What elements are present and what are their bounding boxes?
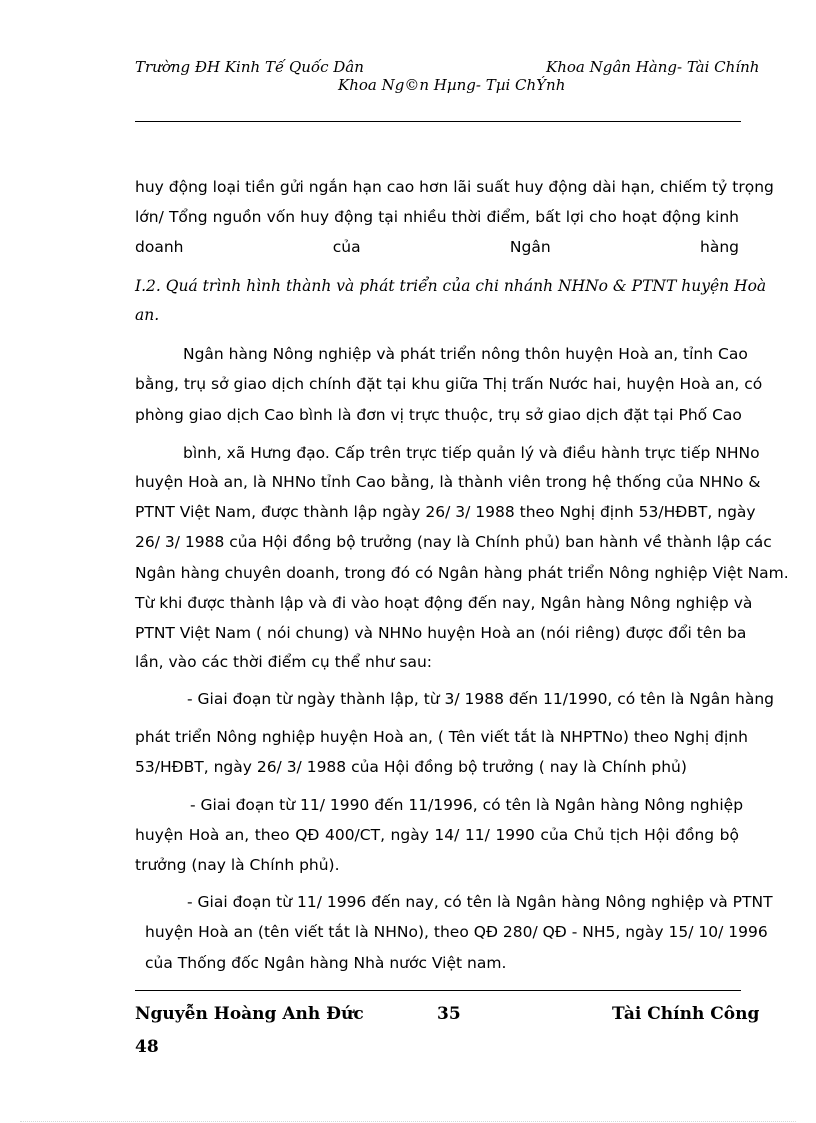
stage-3-line: của Thống đốc Ngân hàng Nhà nước Việt nam. [145,954,507,972]
header-faculty: Khoa Ngân Hàng- Tài Chính [546,58,760,76]
footer-class-name: Tài Chính Công [612,1004,760,1024]
stage-1-line: - Giai đoạn từ ngày thành lập, từ 3/ 1988 đến 11/1990, có tên là Ngân hàng [187,690,774,708]
body-line: huyện Hoà an, là NHNo tỉnh Cao bằng, là thành viên trong hệ thống của NHNo & [135,473,761,491]
footer-author: Nguyễn Hoàng Anh Đức [135,1004,364,1024]
stage-2-line: - Giai đoạn từ 11/ 1990 đến 11/1996, có tên là Ngân hàng Nông nghiệp [190,796,744,814]
body-line: Ngân hàng Nông nghiệp và phát triển nông thôn huyện Hoà an, tỉnh Cao [183,345,748,363]
stage-2-line: trưởng (nay là Chính phủ). [135,856,340,874]
stage-3-line: huyện Hoà an (tên viết tắt là NHNo), theo QĐ 280/ QĐ - NH5, ngày 15/ 10/ 1996 [145,923,768,941]
header-school: Trường ĐH Kinh Tế Quốc Dân [135,58,364,76]
section-heading: I.2. Quá trình hình thành và phát triển của chi nhánh NHNo & PTNT huyện Hoà [135,277,767,295]
body-line: bình, xã Hưng đạo. Cấp trên trực tiếp quản lý và điều hành trực tiếp NHNo [183,444,760,462]
body-line: bằng, trụ sở giao dịch chính đặt tại khu giữa Thị trấn Nước hai, huyện Hoà an, có [135,375,763,393]
stage-2-line: huyện Hoà an, theo QĐ 400/CT, ngày 14/ 11/ 1990 của Chủ tịch Hội đồng bộ [135,826,739,844]
body-line: lớn/ Tổng nguồn vốn huy động tại nhiều thời điểm, bất lợi cho hoạt động kinh [135,208,739,226]
body-line: doanh của Ngân hàng [135,238,739,256]
body-line: Từ khi được thành lập và đi vào hoạt động đến nay, Ngân hàng Nông nghiệp và [135,594,753,612]
body-line: phòng giao dịch Cao bình là đơn vị trực thuộc, trụ sở giao dịch đặt tại Phố Cao [135,406,742,424]
body-line: huy động loại tiền gửi ngắn hạn cao hơn lãi suất huy động dài hạn, chiếm tỷ trọng [135,178,774,196]
footer-class-number: 48 [135,1037,159,1057]
footer-page-number: 35 [437,1004,461,1024]
body-line: lần, vào các thời điểm cụ thể như sau: [135,653,433,671]
body-line: PTNT Việt Nam ( nói chung) và NHNo huyện Hoà an (nói riêng) được đổi tên ba [135,624,747,642]
footer-rule [135,990,741,991]
body-line: 26/ 3/ 1988 của Hội đồng bộ trưởng (nay là Chính phủ) ban hành về thành lập các [135,533,772,551]
section-heading-cont: an. [135,306,160,324]
header-faculty-garbled: Khoa Ng©n Hµng- Tµi ChÝnh [338,76,566,94]
body-line: Ngân hàng chuyên doanh, trong đó có Ngân hàng phát triển Nông nghiệp Việt Nam. [135,564,789,582]
header-rule [135,121,741,122]
bottom-dotted-border [20,1121,796,1122]
stage-3-line: - Giai đoạn từ 11/ 1996 đến nay, có tên là Ngân hàng Nông nghiệp và PTNT [187,893,773,911]
body-line: PTNT Việt Nam, được thành lập ngày 26/ 3/ 1988 theo Nghị định 53/HĐBT, ngày [135,503,756,521]
stage-1-line: phát triển Nông nghiệp huyện Hoà an, ( Tên viết tắt là NHPTNo) theo Nghị định [135,728,748,746]
stage-1-line: 53/HĐBT, ngày 26/ 3/ 1988 của Hội đồng bộ trưởng ( nay là Chính phủ) [135,758,687,776]
